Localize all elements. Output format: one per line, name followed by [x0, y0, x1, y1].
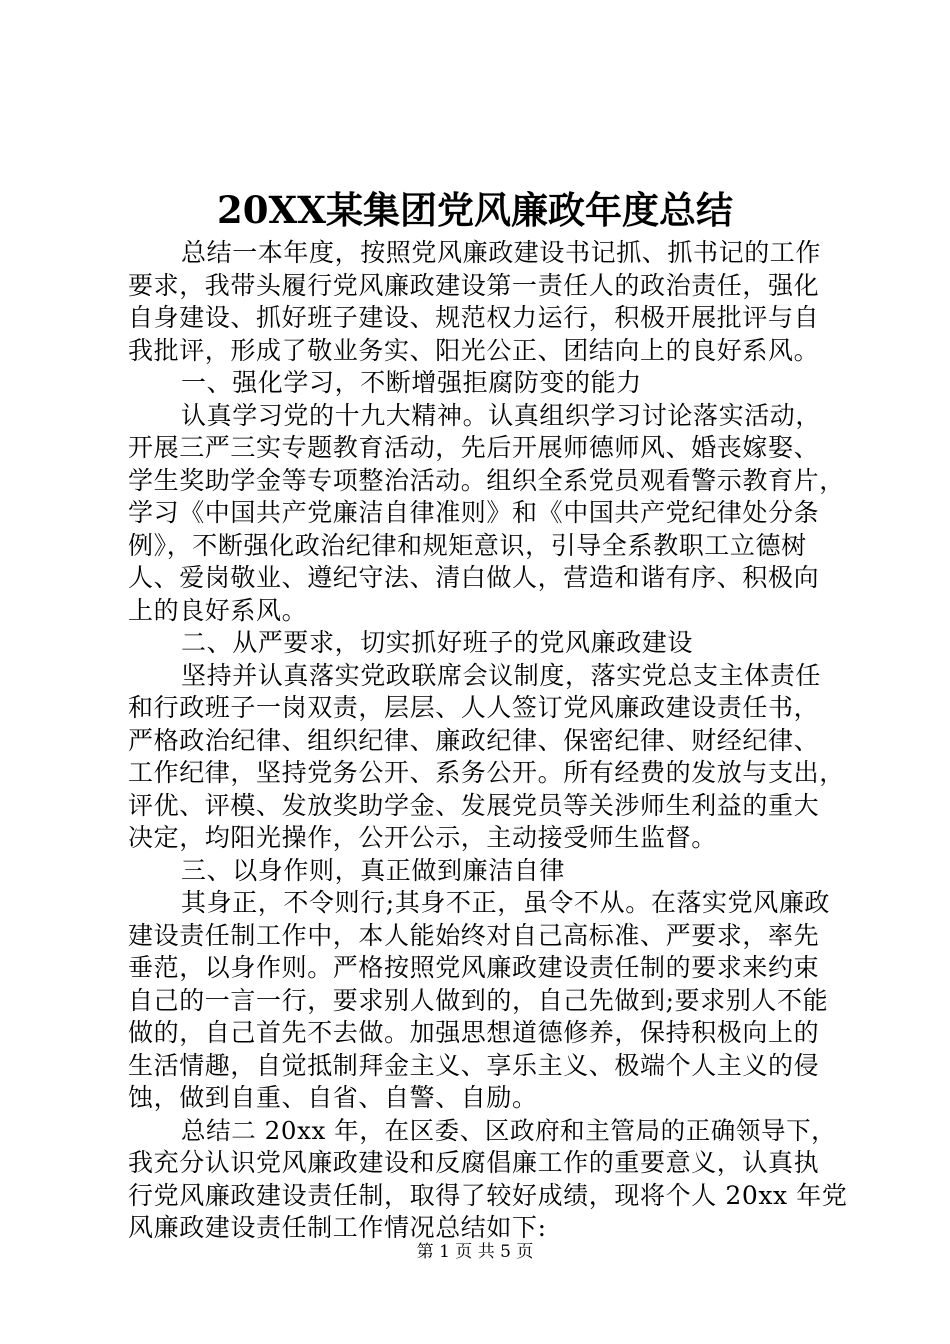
- body-line: 人、爱岗敬业、遵纪守法、清白做人，营造和谐有序、积极向: [128, 563, 820, 592]
- body-line: 三、以身作则，真正做到廉洁自律: [181, 855, 566, 885]
- body-line: 认真学习党的十九大精神。认真组织学习讨论落实活动，: [181, 400, 822, 430]
- body-line: 建设责任制工作中，本人能始终对自己高标准、严要求，率先: [128, 920, 820, 950]
- body-line: 二、从严要求，切实抓好班子的党风廉政建设: [181, 628, 694, 657]
- body-line: 自身建设、抓好班子建设、规范权力运行，积极开展批评与自: [128, 303, 820, 332]
- body-line: 风廉政建设责任制工作情况总结如下:: [128, 1213, 547, 1242]
- body-line: 例》，不断强化政治纪律和规矩意识，引导全系教职工立德树: [128, 530, 807, 560]
- body-line: 我充分认识党风廉政建设和反腐倡廉工作的重要意义，认真执: [128, 1148, 820, 1177]
- body-line: 决定，均阳光操作，公开公示，主动接受师生监督。: [128, 823, 717, 852]
- body-line: 我批评，形成了敬业务实、阳光公正、团结向上的良好系风。: [128, 335, 820, 365]
- body-line: 坚持并认真落实党政联席会议制度，落实党总支主体责任: [181, 660, 822, 690]
- document-title: 20XX某集团党风廉政年度总结: [217, 188, 733, 232]
- body-line: 学生奖助学金等专项整治活动。组织全系党员观看警示教育片，: [128, 465, 845, 495]
- body-line: 其身正，不令则行;其身不正，虽令不从。在落实党风廉政: [181, 888, 831, 917]
- body-line: 和行政班子一岗双责，层层、人人签订党风廉政建设责任书，: [128, 693, 820, 722]
- body-line: 总结一本年度，按照党风廉政建设书记抓、抓书记的工作: [181, 238, 822, 267]
- body-line: 蚀，做到自重、自省、自警、自励。: [128, 1083, 538, 1112]
- body-line: 学习《中国共产党廉洁自律准则》和《中国共产党纪律处分条: [128, 498, 820, 527]
- body-line: 行党风廉政建设责任制，取得了较好成绩，现将个人 20xx 年党: [128, 1180, 848, 1210]
- body-line: 自己的一言一行，要求别人做到的，自己先做到;要求别人不能: [128, 985, 829, 1015]
- body-line: 一、强化学习，不断增强拒腐防变的能力: [181, 368, 642, 397]
- body-line: 工作纪律，坚持党务公开、系务公开。所有经费的发放与支出，: [128, 758, 845, 787]
- body-line: 开展三严三实专题教育活动，先后开展师德师风、婚丧嫁娶、: [128, 433, 820, 462]
- body-line: 垂范，以身作则。严格按照党风廉政建设责任制的要求来约束: [128, 953, 820, 982]
- body-line: 总结二 20xx 年，在区委、区政府和主管局的正确领导下，: [181, 1115, 837, 1145]
- body-line: 生活情趣，自觉抵制拜金主义、享乐主义、极端个人主义的侵: [128, 1050, 820, 1080]
- body-line: 上的良好系风。: [128, 595, 308, 625]
- page-footer: 第 1 页 共 5 页: [416, 1242, 534, 1262]
- body-line: 评优、评模、发放奖助学金、发展党员等关涉师生利益的重大: [128, 790, 820, 820]
- body-line: 要求，我带头履行党风廉政建设第一责任人的政治责任，强化: [128, 270, 820, 300]
- document-body: [128, 237, 848, 1245]
- body-line: 做的，自己首先不去做。加强思想道德修养，保持积极向上的: [128, 1018, 820, 1047]
- body-line: 严格政治纪律、组织纪律、廉政纪律、保密纪律、财经纪律、: [128, 725, 820, 755]
